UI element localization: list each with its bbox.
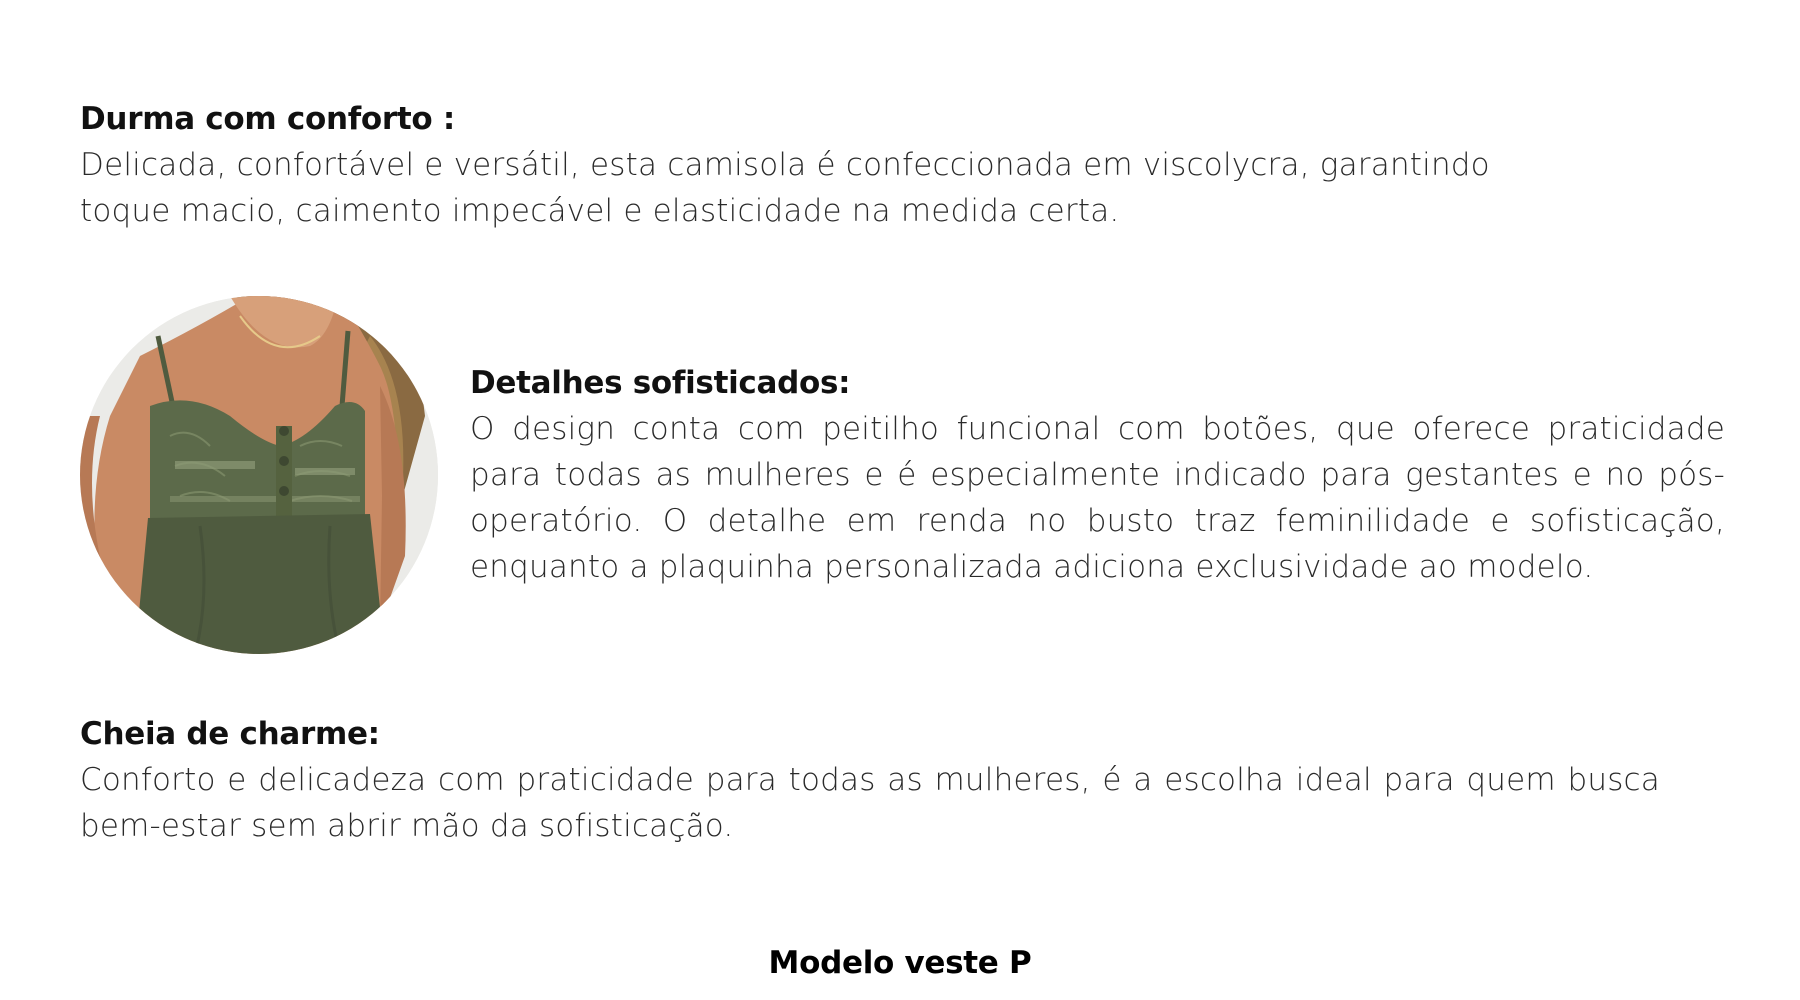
section-detalhes: [470, 360, 1725, 590]
section-heading: Durma com conforto :: [80, 101, 455, 137]
product-photo: [80, 296, 438, 654]
section-conforto: [80, 96, 1560, 234]
section-text: O design conta com peitilho funcional com botões, que oferece praticidade para todas as mulheres e é especialmente indicado para gestantes e no pós-operatório. O detalhe em renda no busto traz feminilidade e sofisticação, enquanto a plaquinha personalizada adiciona exclusividade ao modelo.: [470, 411, 1725, 585]
camisole-illustration: [80, 296, 438, 654]
model-size-label: Modelo veste P: [768, 945, 1032, 981]
section-text-line: toque macio, caimento impecável e elasticidade na medida certa.: [80, 193, 1120, 229]
section-heading: Cheia de charme:: [80, 716, 380, 752]
section-text-line: Delicada, confortável e versátil, esta camisola é confeccionada em viscolycra, garantindo: [80, 147, 1490, 183]
section-heading: Detalhes sofisticados:: [470, 365, 851, 401]
section-charme: [80, 711, 1660, 849]
section-text: Conforto e delicadeza com praticidade para todas as mulheres, é a escolha ideal para quem busca bem-estar sem abrir mão da sofisticação.: [80, 762, 1660, 844]
